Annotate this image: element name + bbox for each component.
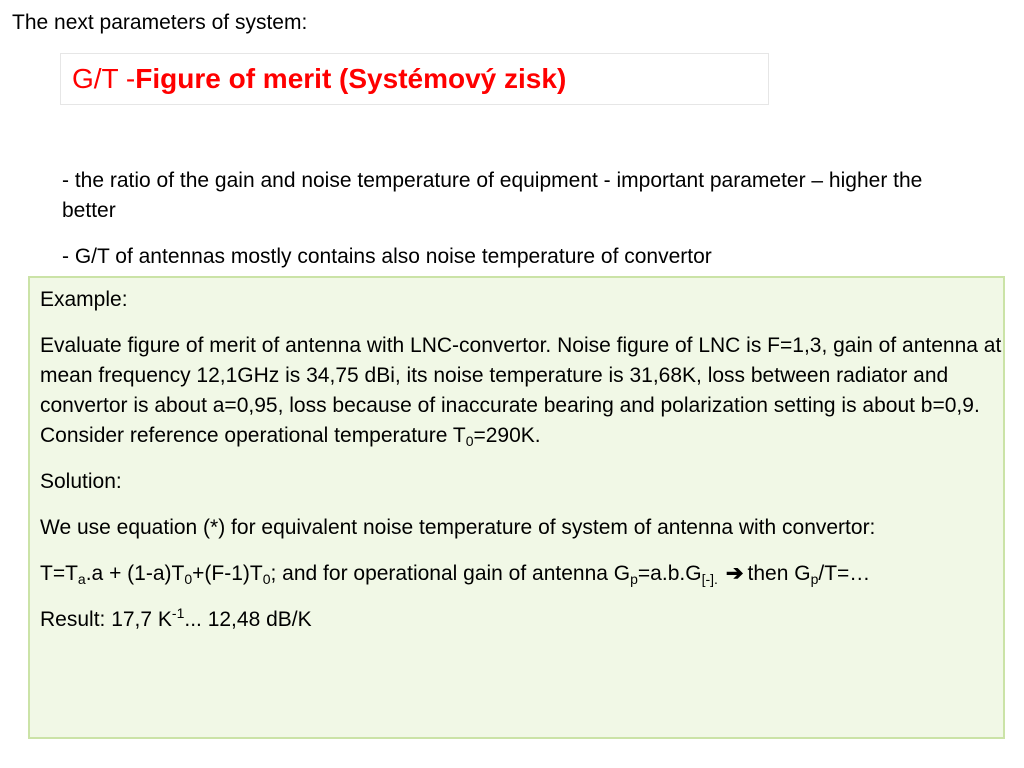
subscript: a [77,571,86,587]
subscript: p [810,571,819,587]
title-box [60,53,769,105]
example-task [40,331,1003,451]
page-title: Figure of merit (Systémový zisk) [135,63,567,94]
example-task-text: Evaluate figure of merit of antenna with LNC-convertor. Noise figure of LNC is F=1,3, gain of antenna at mean frequency 12,1GHz is 34,75 dBi, its noise temperature is 31,68K, loss between radiator and convertor is about a=0,95, loss because of inaccurate bearing and polarization setting is about b=0,9. Consider reference operational temperature T [40,334,1002,447]
bullet-item: - the ratio of the gain and noise temperature of equipment - important parameter – higher the better [62,169,923,222]
eq-text: then G [747,562,811,585]
result-text: Result: 17,7 K [40,608,172,631]
example-heading: Example: [40,288,128,311]
result-text: ... 12,48 dB/K [184,608,312,631]
solution-text: We use equation (*) for equivalent noise temperature of system of antenna with convertor: [40,516,876,539]
eq-text: /T=… [818,562,871,585]
subscript: 0 [262,571,271,587]
eq-text: ; and for operational gain of antenna G [270,562,631,585]
subscript: 0 [184,571,193,587]
bullet-item: - G/T of antennas mostly contains also noise temperature of convertor [62,245,712,268]
eq-text: +(F-1)T [192,562,263,585]
solution-label: Solution: [40,470,122,493]
subscript: p [630,571,638,587]
subscript: 0 [465,433,474,449]
superscript: -1 [171,605,185,621]
arrow-right-icon: ➔ [725,562,744,585]
subscript: [-]. [701,571,718,587]
eq-text: .a + (1-a)T [85,562,185,585]
intro-text: The next parameters of system: [12,11,308,34]
equation-line [40,559,1003,589]
title-prefix: G/T - [72,63,136,94]
bullet-list [62,166,942,272]
result-line [40,605,1003,635]
example-box [28,276,1005,739]
eq-text: T=T [40,562,78,585]
example-task-end: =290K. [473,424,541,447]
eq-text: =a.b.G [637,562,702,585]
